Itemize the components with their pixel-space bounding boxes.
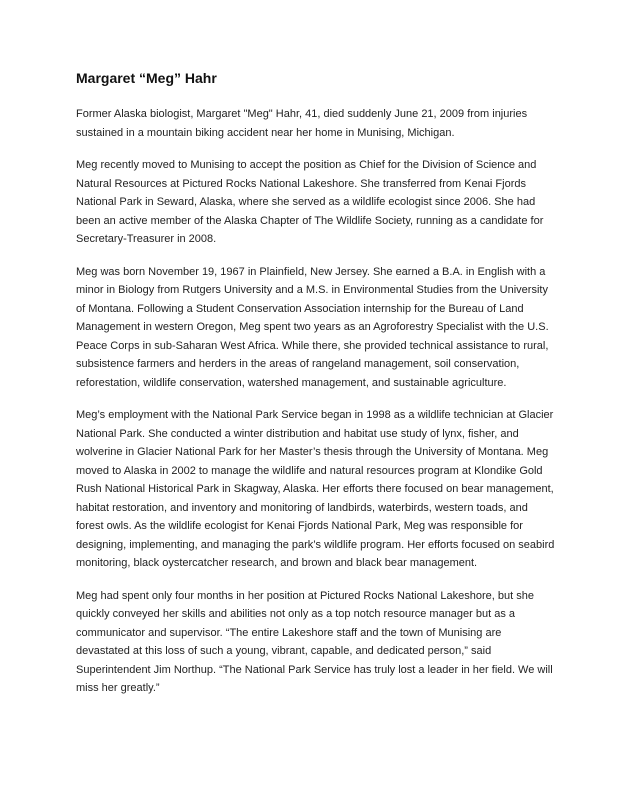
paragraph-park-service-career: Meg’s employment with the National Park Service began in 1998 as a wildlife technician at Glacier National Park. She conducted a winter distribution and habitat use study of lynx, fisher, and wolverine in Glacier National Park for her Master’s thesis through the University of Montana. Meg moved to Alaska in 2002 to manage the wildlife and natural resources program at Klondike Gold Rush National Historical Park in Skagway, Alaska. Her efforts there focused on bear management, habitat restoration, and inventory and monitoring of landbirds, waterbirds, western toads, and forest owls. As the wildlife ecologist for Kenai Fjords National Park, Meg was responsible for designing, implementing, and managing the park’s wildlife program. Her efforts focused on seabird monitoring, black oystercatcher research, and brown and black bear management. [76, 409, 555, 569]
page-title: Margaret “Meg” Hahr [76, 70, 217, 86]
paragraph-death-notice: Former Alaska biologist, Margaret "Meg" Hahr, 41, died suddenly June 21, 2009 from injuries sustained in a mountain biking accident near her home in Munising, Michigan. [76, 108, 528, 139]
paragraph-recent-position: Meg recently moved to Munising to accept the position as Chief for the Division of Science and Natural Resources at Pictured Rocks National Lakeshore. She transferred from Kenai Fjords National Park in Seward, Alaska, where she served as a wildlife ecologist since 2006. She had been an active member of the Alaska Chapter of The Wildlife Society, running as a candidate for Secretary-Treasurer in 2008. [76, 159, 544, 245]
paragraph-early-life: Meg was born November 19, 1967 in Plainfield, New Jersey. She earned a B.A. in English with a minor in Biology from Rutgers University and a M.S. in Environmental Studies from the University of Montana. Following a Student Conservation Association internship for the Bureau of Land Management in western Oregon, Meg spent two years as an Agroforestry Specialist with the U.S. Peace Corps in sub-Saharan West Africa. While there, she provided technical assistance to rural, subsistence farmers and herders in the areas of rangeland management, soil conservation, reforestation, wildlife conservation, watershed management, and sustainable agriculture. [76, 265, 549, 389]
obituary-content [76, 67, 556, 712]
paragraph-tribute: Meg had spent only four months in her position at Pictured Rocks National Lakeshore, but she quickly conveyed her skills and abilities not only as a top notch resource manager but as a communicator and supervisor. “The entire Lakeshore staff and the town of Munising are devastated at this loss of such a young, vibrant, capable, and dedicated person,” said Superintendent Jim Northup. “The National Park Service has truly lost a leader in her field. We will miss her greatly.” [76, 589, 553, 694]
